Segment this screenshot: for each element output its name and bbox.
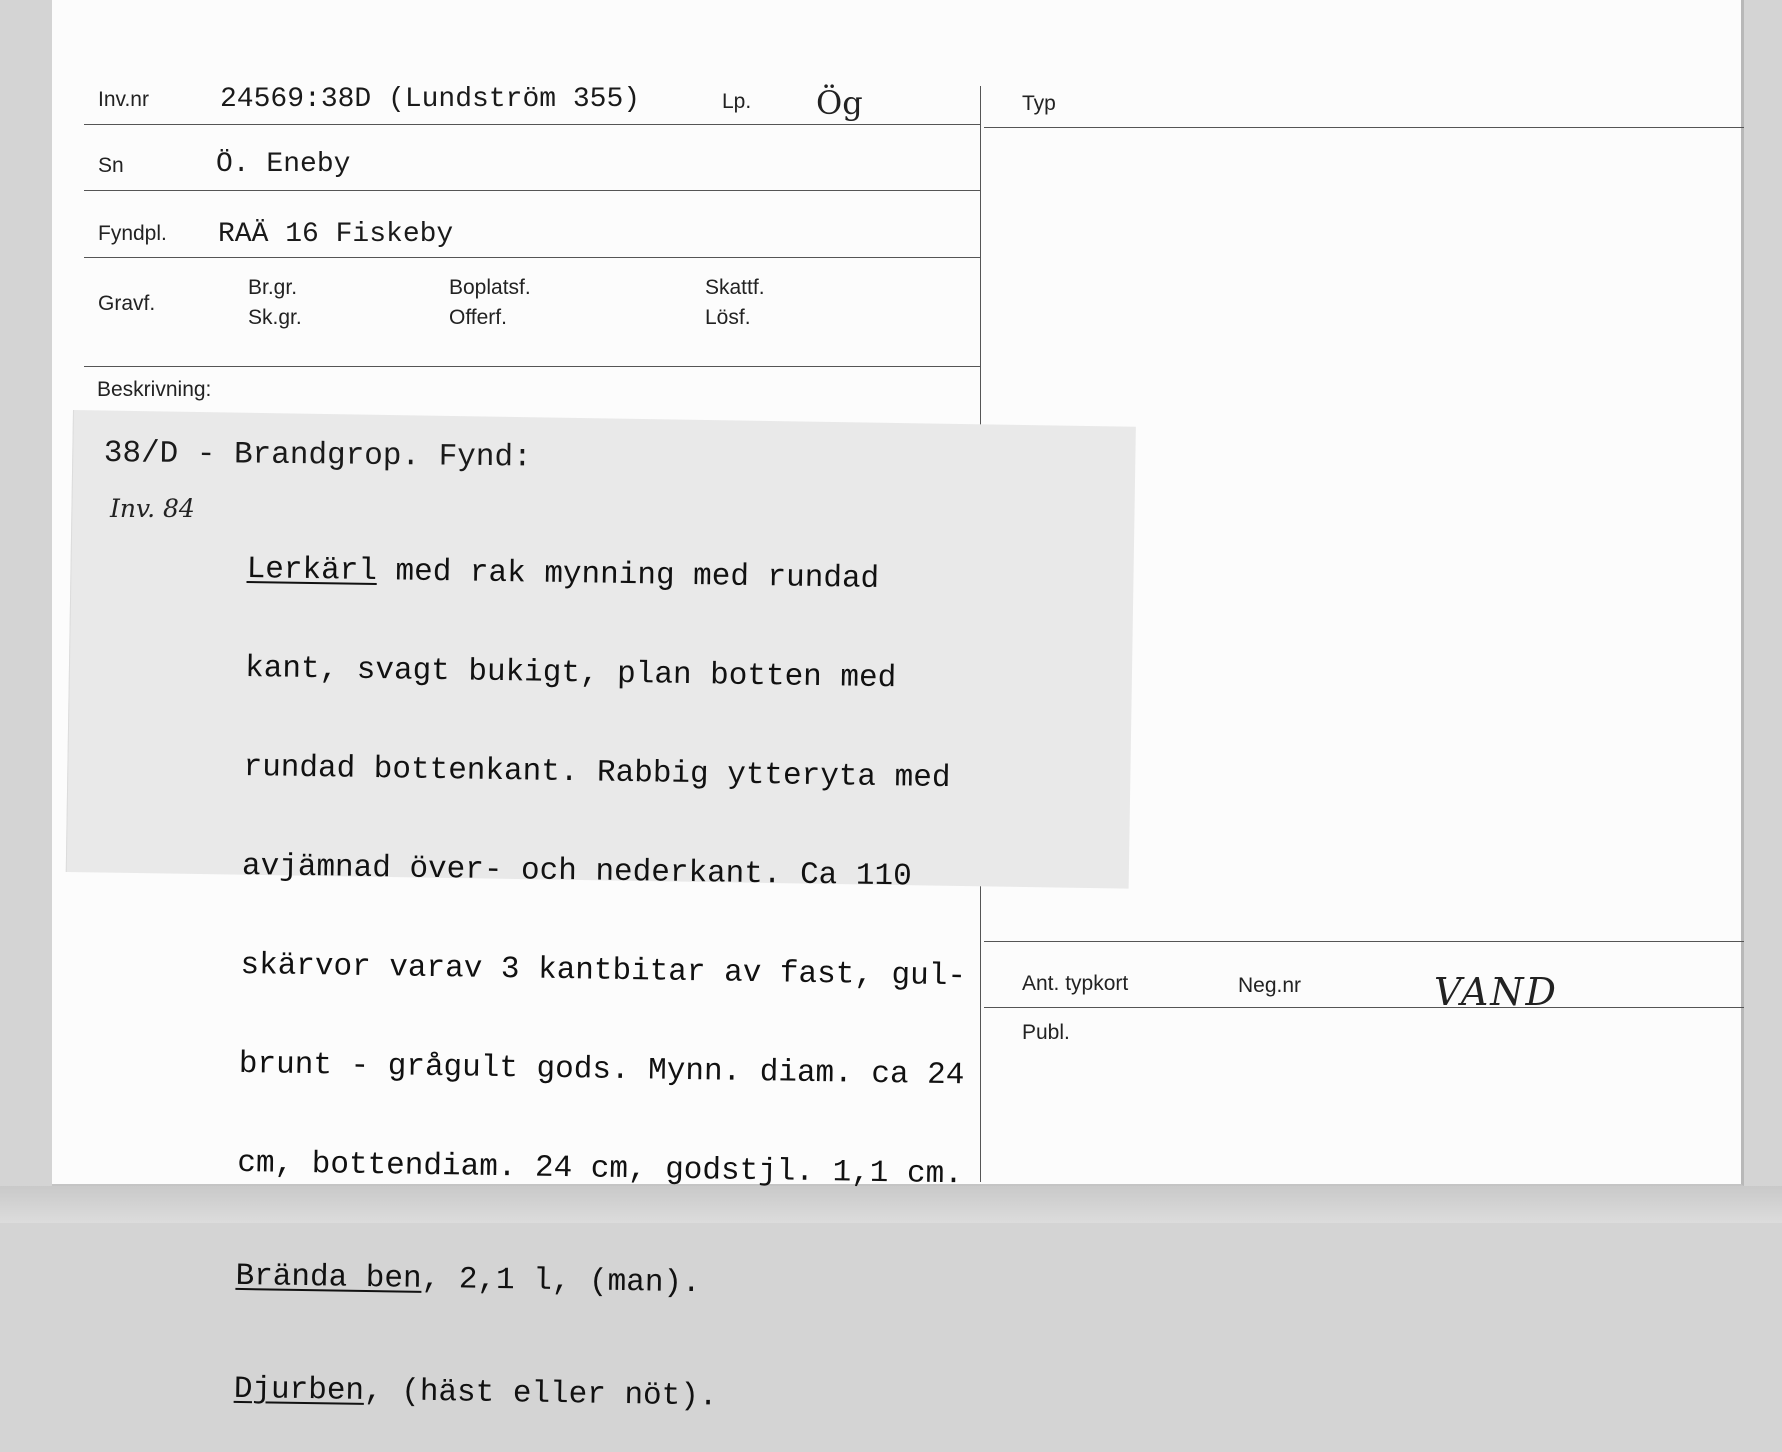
inv-nr-value: 24569:38D (Lundström 355) xyxy=(220,84,641,115)
description-line-1 xyxy=(246,553,1106,600)
rule-inv xyxy=(84,124,980,125)
term-lerkarl: Lerkärl xyxy=(246,551,378,590)
description-line: brunt - grågult gods. Mynn. diam. ca 24 xyxy=(238,1046,965,1094)
description-body xyxy=(233,487,1108,1452)
rule-sn xyxy=(84,190,980,191)
rule-typ xyxy=(984,127,1744,128)
offerf-label: Offerf. xyxy=(449,306,507,329)
description-line: cm, bottendiam. 24 cm, godstjl. 1,1 cm. xyxy=(237,1145,964,1193)
fyndpl-value: RAÄ 16 Fiskeby xyxy=(218,219,454,250)
term-branda-ben: Brända ben xyxy=(235,1258,422,1297)
sk-gr-label: Sk.gr. xyxy=(248,306,302,329)
beskrivning-label: Beskrivning: xyxy=(97,378,212,401)
losf-label: Lösf. xyxy=(705,306,751,329)
neg-nr-value: VAND xyxy=(1434,970,1559,1014)
sn-value: Ö. Eneby xyxy=(216,149,351,180)
ant-typkort-label: Ant. typkort xyxy=(1022,972,1129,995)
description-paragraph-3-rest: , (häst eller nöt). xyxy=(363,1373,718,1415)
fyndpl-label: Fyndpl. xyxy=(98,222,167,245)
description-paragraph-2 xyxy=(235,1260,1095,1307)
skattf-label: Skattf. xyxy=(705,276,765,299)
br-gr-label: Br.gr. xyxy=(248,276,298,299)
rule-fyndpl xyxy=(84,257,980,258)
sn-label: Sn xyxy=(98,154,124,177)
description-line: kant, svagt bukigt, plan botten med xyxy=(244,650,897,697)
description-paragraph-3 xyxy=(234,1373,1094,1420)
publ-label: Publ. xyxy=(1022,1021,1070,1044)
gravf-label: Gravf. xyxy=(98,292,156,315)
description-line: skärvor varav 3 kantbitar av fast, gul- xyxy=(240,947,967,995)
neg-nr-label: Neg.nr xyxy=(1238,974,1302,997)
description-paragraph-2-rest: , 2,1 l, (man). xyxy=(421,1261,701,1302)
lp-value: Ög xyxy=(816,84,863,122)
description-line: rundad bottenkant. Rabbig ytteryta med xyxy=(243,749,951,797)
boplatsf-label: Boplatsf. xyxy=(449,276,531,299)
description-line: avjämnad över- och nederkant. Ca 110 xyxy=(241,848,912,895)
typ-label: Typ xyxy=(1022,92,1056,115)
inv-nr-label: Inv.nr xyxy=(98,88,149,111)
term-djurben: Djurben xyxy=(233,1371,365,1409)
margin-note: Inv. 84 xyxy=(110,494,195,523)
lp-label: Lp. xyxy=(722,90,752,113)
description-line-1-rest: med rak mynning med rundad xyxy=(376,554,880,597)
rule-gravf xyxy=(84,366,980,367)
description-heading: 38/D - Brandgrop. Fynd: xyxy=(103,436,532,476)
